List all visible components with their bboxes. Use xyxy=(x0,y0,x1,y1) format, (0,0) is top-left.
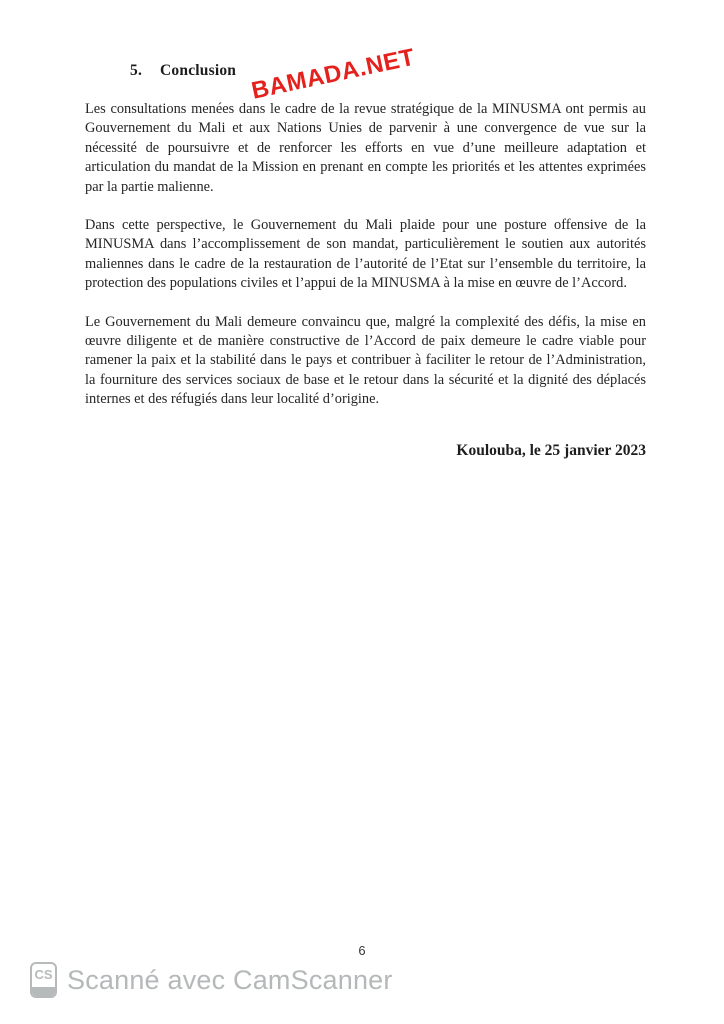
camscanner-caption: Scanné avec CamScanner xyxy=(67,964,393,995)
bamada-net-watermark: BAMADA.NET xyxy=(249,43,418,105)
section-number: 5. xyxy=(130,62,143,79)
dateline: Koulouba, le 25 janvier 2023 xyxy=(456,441,646,459)
paragraph-2: Dans cette perspective, le Gouvernement du Mali plaide pour une posture offensive de la MINUSMA dans l’accomplissement de son mandat, particulièrement le soutien aux autorités maliennes dans le cadre de la restauration de l’autorité de l’Etat sur l’ensemble du territoire, la protection des populations civiles et l’appui de la MINUSMA à la mise en œuvre de l’Accord. xyxy=(85,217,646,292)
camscanner-logo-text: CS xyxy=(34,967,53,982)
document-body xyxy=(85,62,646,475)
paragraph-1: Les consultations menées dans le cadre de la revue stratégique de la MINUSMA ont permis au Gouvernement du Mali et aux Nations Unies de parvenir à une convergence de vue sur la nécessité de poursuivre et de renforcer les efforts en vue d’une meilleure adaptation et articulation du mandat de la Mission en prenant en compte les priorités et les attentes exprimées par la partie malienne. xyxy=(85,101,646,195)
paragraph-3: Le Gouvernement du Mali demeure convaincu que, malgré la complexité des défis, la mise en œuvre diligente et de manière constructive de l’Accord de paix demeure le cadre viable pour ramener la paix et la stabilité dans le pays et contribuer à faciliter le retour de l’Administration, la fourniture des services sociaux de base et le retour dans la sécurité et la dignité des déplacés internes et des réfugiés dans leur localité d’origine. xyxy=(85,313,646,408)
page-number: 6 xyxy=(358,943,366,958)
camscanner-footer xyxy=(30,962,393,998)
camscanner-logo-band xyxy=(32,987,55,996)
section-heading xyxy=(130,62,646,80)
camscanner-logo-icon xyxy=(30,962,57,998)
section-title: Conclusion xyxy=(160,62,237,79)
